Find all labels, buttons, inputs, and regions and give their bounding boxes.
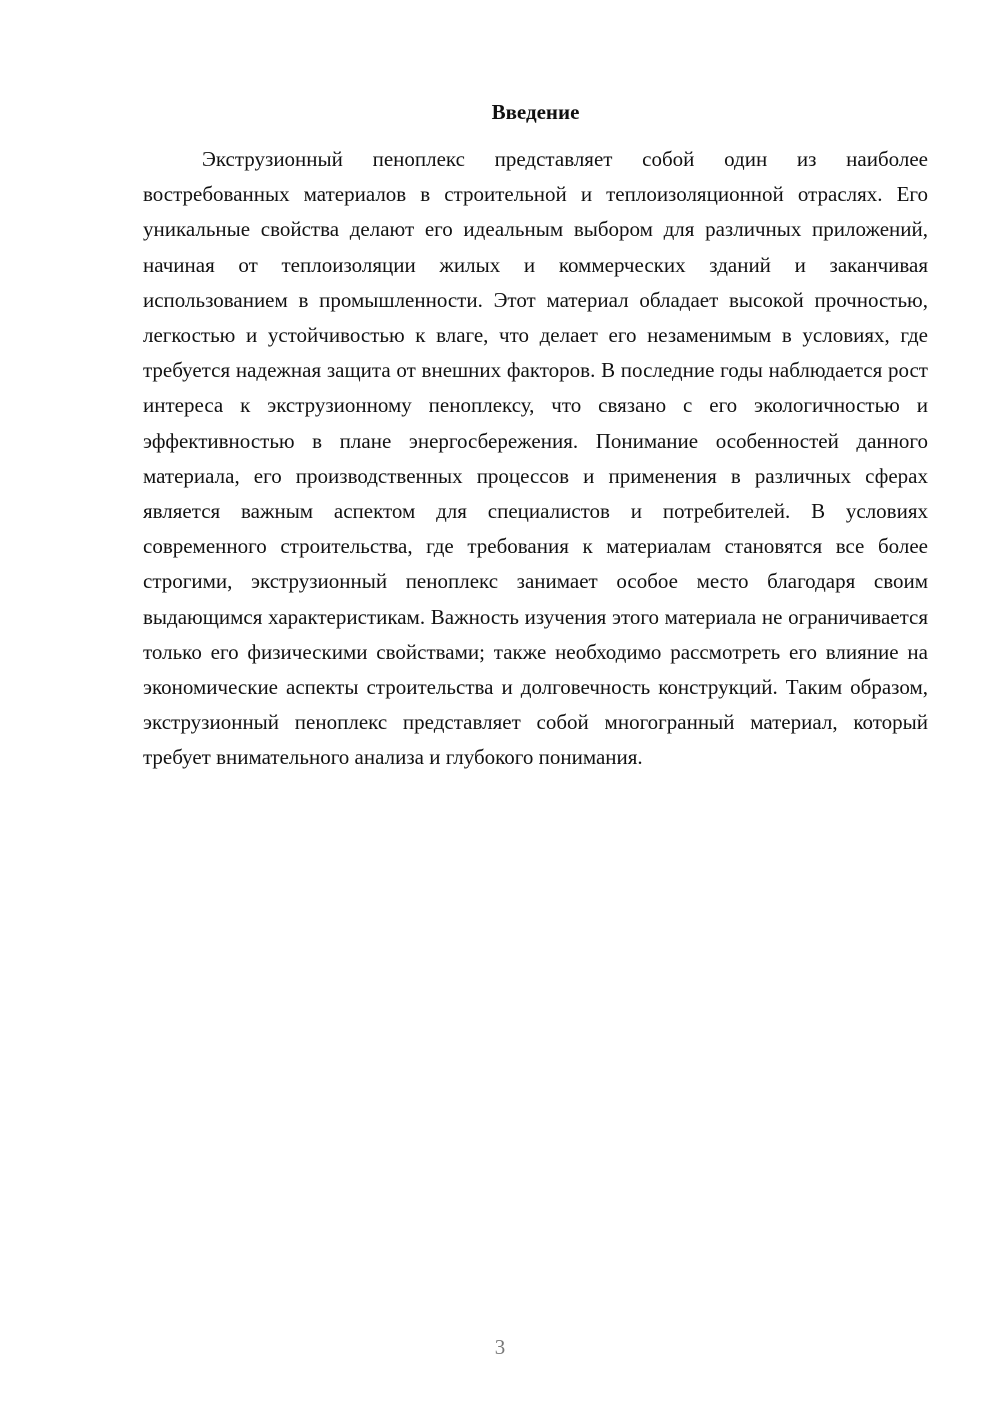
section-heading: Введение bbox=[491, 100, 580, 124]
page-number: 3 bbox=[494, 1335, 506, 1359]
intro-paragraph: Экструзионный пеноплекс представляет собой один из наиболее востребованных материалов в строительной и теплоизоляционной отраслях. Его уникальные свойства делают его идеальным выбором для различных приложений, начиная от теплоизоляции жилых и коммерческих зданий и заканчивая использованием в промышленности. Этот материал обладает высокой прочностью, легкостью и устойчивостью к влаге, что делает его незаменимым в условиях, где требуется надежная защита от внешних факторов. В последние годы наблюдается рост интереса к экструзионному пеноплексу, что связано с его экологичностью и эффективностью в плане энергосбережения. Понимание особенностей данного материала, его производственных процессов и применения в различных сферах является важным аспектом для специалистов и потребителей. В условиях современного строительства, где требования к материалам становятся все более строгими, экструзионный пеноплекс занимает особое место благодаря своим выдающимся характеристикам. Важность изучения этого материала не ограничивается только его физическими свойствами; также необходимо рассмотреть его влияние на экономические аспекты строительства и долговечность конструкций. Таким образом, экструзионный пеноплекс представляет собой многогранный материал, который требует внимательного анализа и глубокого понимания. bbox=[143, 147, 928, 770]
